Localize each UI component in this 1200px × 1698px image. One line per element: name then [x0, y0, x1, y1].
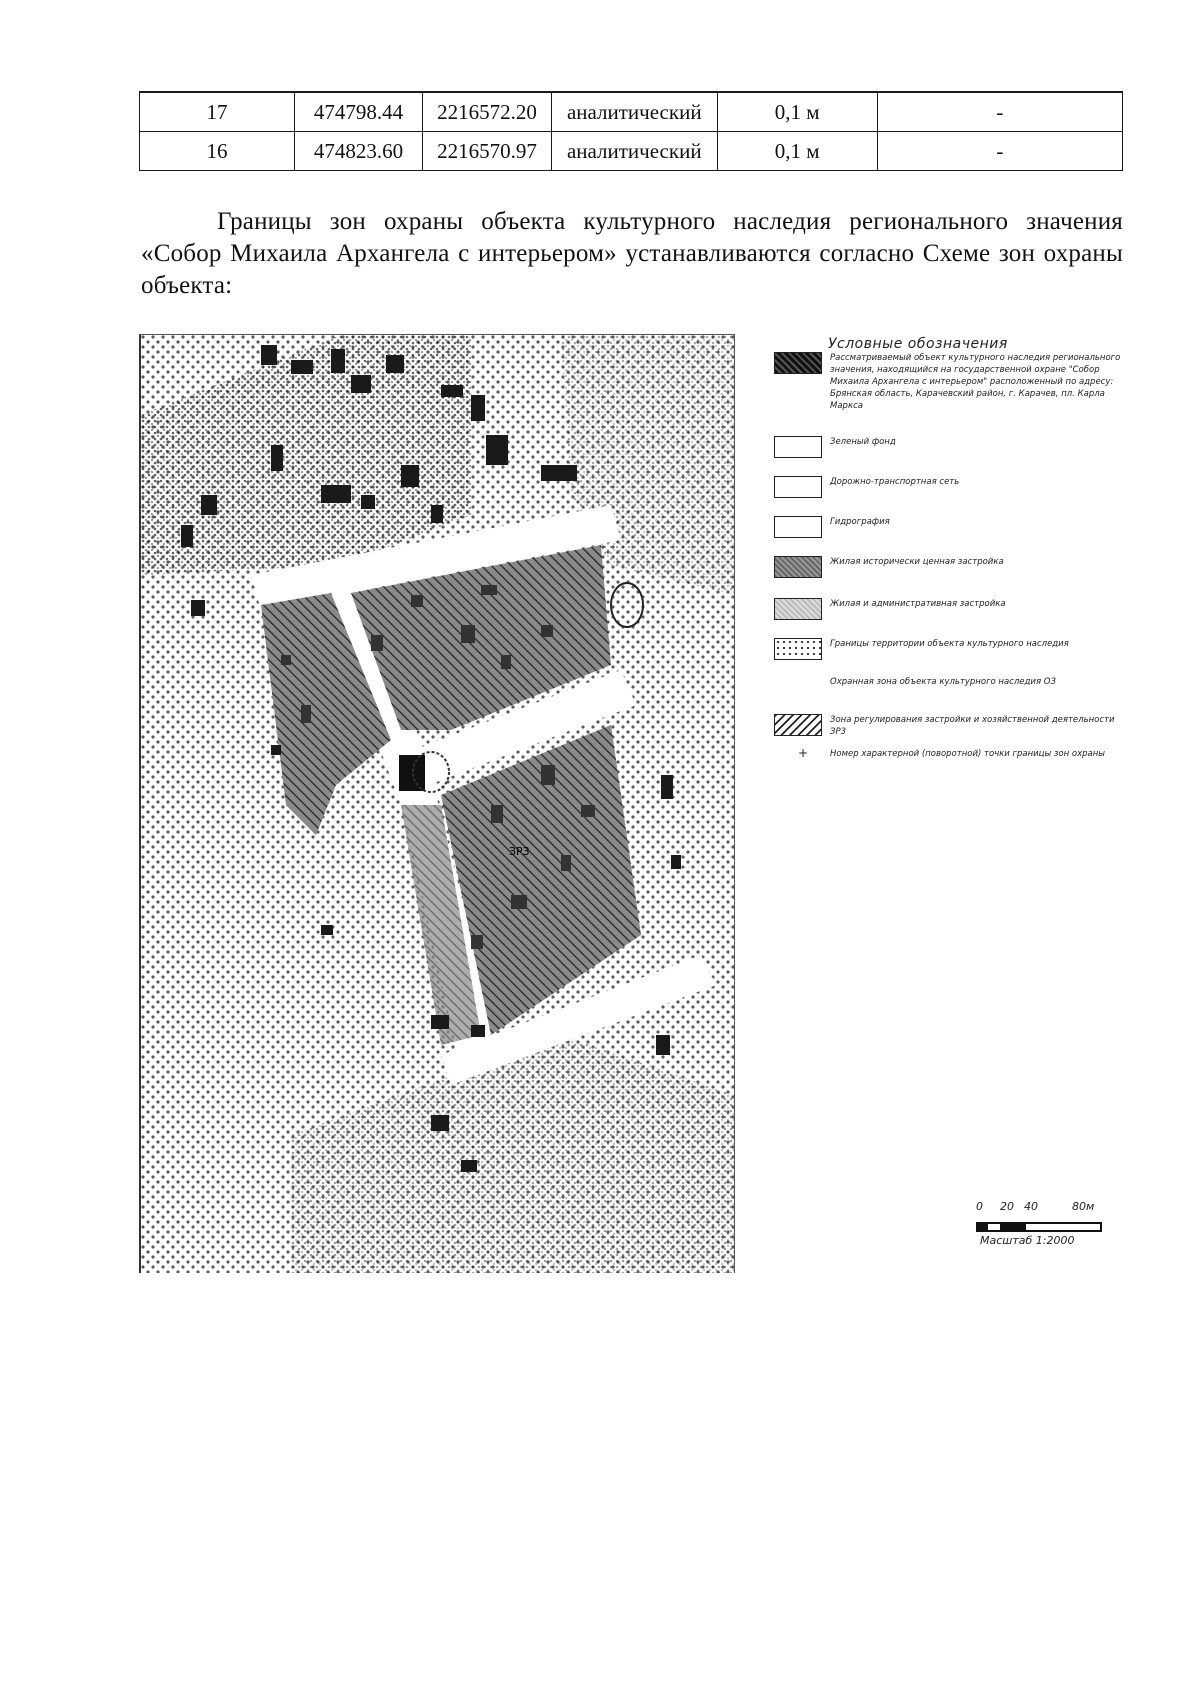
table-cell: аналитический: [551, 92, 717, 132]
table-cell: 0,1 м: [717, 132, 877, 171]
table-row: [140, 132, 1123, 171]
table-cell: 2216570.97: [423, 132, 552, 171]
legend-text: Номер характерной (поворотной) точки границы зон охраны: [830, 749, 1105, 759]
point-marker-icon: +: [798, 746, 809, 760]
legend-title: Условные обозначения: [828, 336, 1008, 352]
legend-text: Зеленый фонд: [830, 437, 896, 447]
legend-swatch: [774, 556, 822, 578]
zone-label: ЗР3: [509, 845, 530, 858]
legend-swatch: [774, 676, 822, 698]
protection-zones-map: [139, 334, 735, 1273]
legend-swatch: [774, 476, 822, 498]
table-cell: 0,1 м: [717, 92, 877, 132]
scale-label: Масштаб 1:2000: [980, 1234, 1075, 1247]
coordinates-table: [139, 91, 1123, 171]
legend-text: Гидрография: [830, 517, 890, 527]
scale-tick: 0: [976, 1200, 983, 1213]
legend-swatch: [774, 598, 822, 620]
legend-text: Рассматриваемый объект культурного наследия регионального значения, находящийся на государственной охране "Собор Михаила Архангела с интерьером" расположенный по адресу: Брянская область, Карачевский район, г. Карачев, пл. Карла Маркса: [830, 353, 1121, 411]
table-cell: аналитический: [551, 132, 717, 171]
legend-swatch: [774, 714, 822, 736]
table-cell: 16: [140, 132, 295, 171]
table-cell: 17: [140, 92, 295, 132]
legend-text: Охранная зона объекта культурного наследия ОЗ: [830, 677, 1056, 687]
legend-swatch: [774, 638, 822, 660]
table-cell: -: [877, 132, 1122, 171]
legend-swatch: [774, 516, 822, 538]
legend-swatch: [774, 748, 822, 770]
legend-swatch: [774, 436, 822, 458]
intro-paragraph: Границы зон охраны объекта культурного наследия регионального значения «Собор Михаила Архангела с интерьером» устанавливаются согласно Схеме зон охраны объекта:: [141, 208, 1123, 299]
scale-tick: 40: [1024, 1200, 1038, 1213]
scale-bar-graphic: [976, 1222, 1102, 1232]
scale-tick: 80м: [1072, 1200, 1095, 1213]
legend-swatch: [774, 352, 822, 374]
legend-text: Зона регулирования застройки и хозяйственной деятельности ЗР3: [830, 715, 1115, 737]
legend-text: Дорожно-транспортная сеть: [830, 477, 960, 487]
legend-text: Границы территории объекта культурного наследия: [830, 639, 1069, 649]
table-cell: 474823.60: [295, 132, 423, 171]
table-row: [140, 92, 1123, 132]
scale-tick: 20: [1000, 1200, 1014, 1213]
legend-text: Жилая и административная застройка: [830, 599, 1006, 609]
legend-text: Жилая исторически ценная застройка: [830, 557, 1004, 567]
table-cell: 2216572.20: [423, 92, 552, 132]
table-cell: -: [877, 92, 1122, 132]
table-cell: 474798.44: [295, 92, 423, 132]
